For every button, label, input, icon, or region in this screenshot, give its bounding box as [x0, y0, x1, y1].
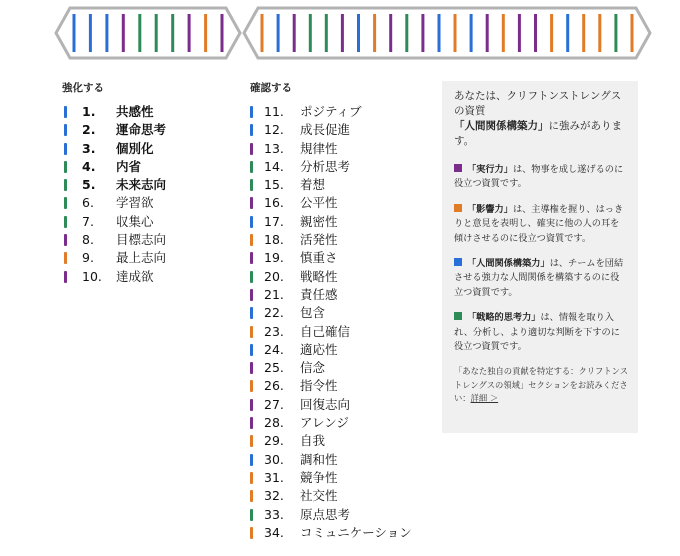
strength-name: 運命思考: [116, 122, 167, 138]
confirm-item: [250, 121, 430, 139]
domain-marker: [250, 380, 253, 392]
strength-name: 慎重さ: [300, 250, 338, 266]
confirm-item: [250, 213, 430, 231]
domain-block-influencing: [454, 203, 628, 246]
confirm-item: [250, 268, 430, 286]
rank-number: 21.: [264, 286, 284, 302]
domain-marker: [250, 216, 253, 228]
rank-number: 1.: [82, 104, 96, 119]
strength-name: アレンジ: [300, 415, 349, 431]
rank-number: 22.: [264, 305, 284, 321]
remaining-banner-outline: [244, 8, 650, 58]
confirm-item: [250, 506, 430, 524]
strength-name: 調和性: [300, 451, 338, 467]
panel-intro-text-2: に強みがあります。: [454, 120, 622, 147]
panel-intro-domain: 「人間関係構築力」: [454, 120, 549, 132]
panel-footer-text: 「あなた独自の貢献を特定する：クリフトンストレングスの領域」セクションをお読みください：: [454, 366, 628, 404]
rank-number: 17.: [264, 213, 284, 229]
confirm-list: [250, 103, 430, 542]
confirm-item: [250, 323, 430, 341]
domain-marker: [250, 143, 253, 155]
strength-name: コミュニケーション: [300, 524, 412, 540]
domain-marker: [64, 161, 67, 173]
confirm-item: [250, 176, 430, 194]
rank-number: 6.: [82, 195, 94, 211]
domain-marker: [64, 179, 67, 191]
rank-number: 23.: [264, 323, 284, 339]
rank-number: 24.: [264, 341, 284, 357]
domain-marker: [250, 252, 253, 264]
domain-marker: [250, 399, 253, 411]
strength-name: 個別化: [116, 140, 154, 156]
rank-number: 20.: [264, 268, 284, 284]
details-link[interactable]: 詳細 ＞: [470, 393, 499, 404]
remaining-banner-bar: [614, 14, 617, 52]
domain-marker: [250, 197, 253, 209]
top-ten-banner-bar: [73, 14, 76, 52]
remaining-banner-bar: [341, 14, 344, 52]
domain-marker: [250, 124, 253, 136]
confirm-item: [250, 341, 430, 359]
domain-color-square: [454, 164, 462, 172]
domain-marker: [250, 307, 253, 319]
domain-marker: [250, 472, 253, 484]
domain-marker: [250, 435, 253, 447]
confirm-item: [250, 432, 430, 450]
rank-number: 2.: [82, 122, 96, 138]
domain-marker: [64, 124, 67, 136]
domain-label: 「影響力」: [467, 203, 513, 215]
remaining-banner-bar: [470, 14, 473, 52]
confirm-item: [250, 103, 430, 121]
rank-number: 12.: [264, 122, 284, 138]
rank-number: 4.: [82, 158, 96, 174]
remaining-banner-bar: [631, 14, 634, 52]
remaining-banner-bar: [486, 14, 489, 52]
strength-name: 戦略性: [300, 268, 338, 284]
rank-number: 14.: [264, 158, 284, 174]
confirm-item: [250, 377, 430, 395]
strengthen-item: [64, 194, 224, 212]
strength-name: ポジティブ: [300, 104, 362, 119]
remaining-banner-bar: [325, 14, 328, 52]
domain-marker: [64, 271, 67, 283]
strength-name: 競争性: [300, 469, 338, 485]
rank-number: 30.: [264, 451, 284, 467]
confirm-item: [250, 231, 430, 249]
confirm-item: [250, 414, 430, 432]
rank-number: 10.: [82, 268, 102, 284]
remaining-banner-bar: [550, 14, 553, 52]
confirm-item: [250, 451, 430, 469]
remaining-banner-bar: [261, 14, 264, 52]
remaining-banner-bar: [534, 14, 537, 52]
top-ten-banner-bar: [188, 14, 191, 52]
strength-name: 内省: [116, 158, 142, 174]
strengthen-item: [64, 176, 224, 194]
domain-marker: [250, 326, 253, 338]
domain-description: は、情報を取り入れ、分析し、より適切な判断を下すのに役立つ資質です。: [454, 312, 620, 353]
domain-marker: [250, 417, 253, 429]
strength-name: 達成欲: [116, 268, 154, 284]
domain-color-square: [454, 258, 462, 266]
remaining-banner-bar: [421, 14, 424, 52]
strength-name: 回復志向: [300, 396, 351, 412]
domain-description: は、物事を成し遂げるのに役立つ資質です。: [454, 164, 624, 190]
domain-marker: [64, 197, 67, 209]
rank-number: 19.: [264, 250, 284, 266]
strength-name: 信念: [300, 360, 326, 376]
remaining-banner-bar: [582, 14, 585, 52]
strengthen-item: [64, 213, 224, 231]
domain-label: 「戦略的思考力」: [467, 312, 541, 324]
remaining-banner-bar: [598, 14, 601, 52]
top-ten-banner-bar: [221, 14, 224, 52]
domain-marker: [250, 344, 253, 356]
remaining-banner-bar: [438, 14, 441, 52]
domain-marker: [250, 362, 253, 374]
confirm-item: [250, 469, 430, 487]
strengthen-item: [64, 268, 224, 286]
domain-description: は、主導権を握り、はっきりと意見を表明し、確実に他の人の耳を傾けさせるのに役立つ資質です。: [454, 203, 624, 244]
strength-name: 自我: [300, 433, 326, 449]
rank-number: 28.: [264, 415, 284, 431]
rank-number: 18.: [264, 232, 284, 248]
panel-intro-text-1: あなたは、クリフトンストレングスの資質: [454, 90, 622, 117]
rank-number: 25.: [264, 360, 284, 376]
rank-number: 31.: [264, 469, 284, 485]
confirm-item: [250, 304, 430, 322]
strengthen-title: 強化する: [62, 82, 104, 94]
strength-name: 公平性: [300, 195, 338, 211]
top-ten-banner-bar: [122, 14, 125, 52]
remaining-banner-bar: [357, 14, 360, 52]
domain-marker: [250, 509, 253, 521]
strength-name: 規律性: [300, 140, 338, 156]
strength-name: 分析思考: [300, 158, 351, 174]
rank-number: 34.: [264, 524, 284, 540]
remaining-banner-bar: [277, 14, 280, 52]
rank-number: 29.: [264, 433, 284, 449]
strength-name: 活発性: [300, 232, 338, 248]
domain-info-panel: [442, 81, 638, 433]
strengthen-item: [64, 231, 224, 249]
remaining-banner-bar: [389, 14, 392, 52]
strengthen-list: [64, 103, 224, 286]
top-ten-banner-bar: [204, 14, 207, 52]
confirm-item: [250, 286, 430, 304]
strengthen-item: [64, 249, 224, 267]
domain-marker: [250, 106, 253, 118]
remaining-banner-bar: [405, 14, 408, 52]
remaining-banner-bar: [518, 14, 521, 52]
strength-name: 包含: [300, 305, 326, 321]
strength-name: 着想: [300, 177, 326, 193]
domain-label: 「実行力」: [467, 164, 513, 175]
domain-marker: [250, 490, 253, 502]
confirm-item: [250, 359, 430, 377]
strength-name: 最上志向: [116, 250, 167, 266]
top-ten-banner-outline: [56, 8, 240, 58]
strength-name: 社交性: [300, 488, 338, 504]
domain-marker: [64, 143, 67, 155]
domain-description: は、チームを団結させる強力な人間関係を構築するのに役立つ資質です。: [454, 258, 624, 298]
top-ten-banner-bar: [89, 14, 92, 52]
domain-marker: [64, 216, 67, 228]
panel-footer: [454, 365, 628, 406]
rank-number: 16.: [264, 195, 284, 211]
rank-number: 13.: [264, 140, 284, 156]
remaining-banner-bar: [373, 14, 376, 52]
domain-color-square: [454, 204, 462, 212]
top-ten-banner-bar: [155, 14, 158, 52]
top-ten-banner-bar: [138, 14, 141, 52]
confirm-item: [250, 249, 430, 267]
confirm-item: [250, 140, 430, 158]
domain-marker: [250, 454, 253, 466]
domain-marker: [64, 252, 67, 264]
panel-intro: [454, 89, 628, 149]
domain-marker: [64, 106, 67, 118]
strength-name: 成長促進: [300, 122, 351, 138]
strength-name: 学習欲: [116, 195, 154, 211]
strength-name: 親密性: [300, 213, 338, 229]
remaining-banner-bar: [309, 14, 312, 52]
domain-descriptions: [454, 163, 628, 354]
strengthen-item: [64, 158, 224, 176]
confirm-title: 確認する: [250, 82, 292, 94]
domain-marker: [250, 179, 253, 191]
strength-name: 目標志向: [116, 232, 167, 248]
remaining-banner-bar: [566, 14, 569, 52]
confirm-item: [250, 487, 430, 505]
strengthen-item: [64, 103, 224, 121]
rank-number: 9.: [82, 250, 94, 266]
strength-name: 原点思考: [300, 506, 351, 522]
strengths-banner: [0, 0, 680, 70]
strength-name: 収集心: [116, 213, 154, 229]
rank-number: 33.: [264, 506, 284, 522]
confirm-item: [250, 158, 430, 176]
strength-name: 未来志向: [116, 177, 167, 193]
domain-block-strategic: [454, 311, 628, 354]
strength-name: 共感性: [116, 104, 154, 119]
confirm-item: [250, 194, 430, 212]
rank-number: 3.: [82, 140, 96, 156]
domain-marker: [250, 527, 253, 539]
domain-marker: [250, 161, 253, 173]
strengthen-item: [64, 121, 224, 139]
domain-marker: [250, 289, 253, 301]
rank-number: 26.: [264, 378, 284, 394]
rank-number: 11.: [264, 104, 284, 119]
strengthen-item: [64, 140, 224, 158]
domain-marker: [250, 271, 253, 283]
strength-name: 指令性: [300, 378, 338, 394]
remaining-banner-bar: [293, 14, 296, 52]
rank-number: 5.: [82, 177, 96, 193]
rank-number: 27.: [264, 396, 284, 412]
domain-marker: [250, 234, 253, 246]
rank-number: 8.: [82, 232, 94, 248]
rank-number: 32.: [264, 488, 284, 504]
domain-color-square: [454, 312, 462, 320]
domain-marker: [64, 234, 67, 246]
confirm-item: [250, 396, 430, 414]
rank-number: 7.: [82, 213, 94, 229]
domain-label: 「人間関係構築力」: [467, 258, 550, 270]
strength-name: 適応性: [300, 341, 338, 357]
rank-number: 15.: [264, 177, 284, 193]
strength-name: 責任感: [300, 286, 338, 302]
domain-block-executing: [454, 163, 628, 192]
strength-name: 自己確信: [300, 323, 351, 339]
domain-block-relationship: [454, 257, 628, 300]
top-ten-banner-bar: [105, 14, 108, 52]
remaining-banner-bar: [454, 14, 457, 52]
remaining-banner-bar: [502, 14, 505, 52]
top-ten-banner-bar: [171, 14, 174, 52]
confirm-item: [250, 524, 430, 542]
